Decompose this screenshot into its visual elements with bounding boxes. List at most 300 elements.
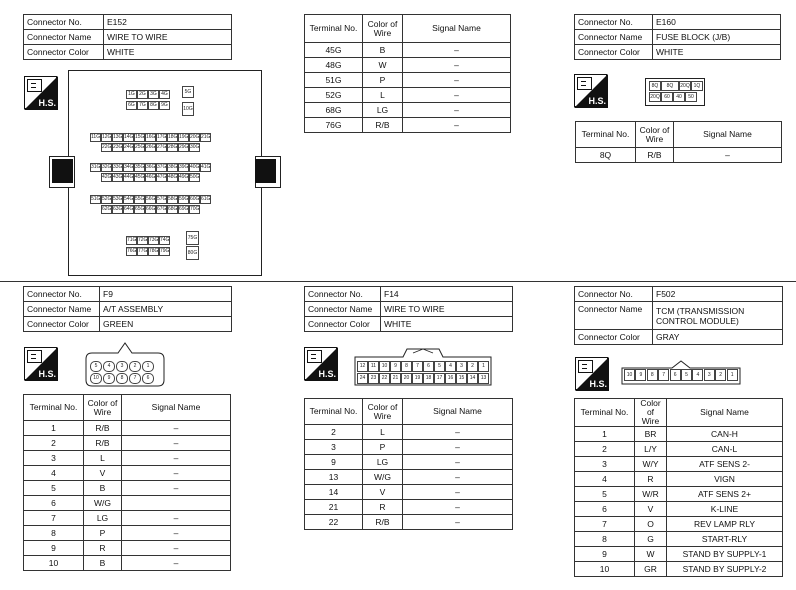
f9-terminal-table	[23, 394, 231, 571]
connector-name-label: Connector Name	[305, 302, 381, 317]
connector-name-value: A/T ASSEMBLY	[100, 302, 232, 317]
terminal-no-cell: 48G	[305, 58, 363, 73]
connector-pin: 35G	[135, 164, 145, 170]
f502-connector-info	[574, 286, 783, 345]
connector-pin: 27G	[157, 144, 167, 150]
table-row	[24, 541, 231, 556]
connector-pin: 40	[673, 92, 685, 102]
connector-name-label: Connector Name	[24, 30, 104, 45]
signal-name-cell: –	[674, 148, 782, 163]
wire-color-cell: V	[635, 502, 667, 517]
connector-pin: 51G	[91, 196, 101, 202]
connector-pin: 14	[467, 373, 478, 384]
signal-name-cell: K-LINE	[667, 502, 783, 517]
wire-color-cell: V	[84, 466, 122, 481]
connector-pin: 2	[129, 361, 141, 372]
connector-pin: 2G	[137, 90, 148, 99]
connector-pin: 5	[90, 361, 102, 372]
wire-color-cell: L	[84, 451, 122, 466]
connector-pin: 8	[647, 369, 658, 381]
signal-name-cell: –	[122, 451, 231, 466]
terminal-no-header: Terminal No.	[305, 399, 363, 425]
connector-pin: 75G	[186, 231, 199, 245]
terminal-no-cell: 9	[24, 541, 84, 556]
signal-name-cell: –	[122, 511, 231, 526]
table-row	[24, 466, 231, 481]
hs-icon: H.S.	[575, 357, 609, 391]
signal-name-cell: –	[122, 421, 231, 436]
connector-pin: 14G	[124, 134, 134, 140]
signal-name-cell: –	[403, 103, 511, 118]
terminal-no-cell: 2	[575, 442, 635, 457]
connector-pin: 24	[357, 373, 368, 384]
f9-connector-info	[23, 286, 232, 332]
connector-pin: 34G	[124, 164, 134, 170]
connector-pin: 16	[445, 373, 456, 384]
signal-name-cell: STAND BY SUPPLY-2	[667, 562, 783, 577]
table-row	[305, 88, 511, 103]
table-row	[305, 455, 513, 470]
connector-pin: 60	[661, 92, 673, 102]
connector-pin: 61G	[201, 196, 211, 202]
terminal-no-cell: 22	[305, 515, 363, 530]
connector-pin: 57G	[157, 196, 167, 202]
connector-pin: 69G	[179, 206, 189, 212]
signal-name-cell: START-RLY	[667, 532, 783, 547]
wire-color-cell: P	[363, 440, 403, 455]
connector-pin: 8	[116, 373, 128, 384]
connector-pin: 6G	[126, 101, 137, 110]
signal-name-cell: STAND BY SUPPLY-1	[667, 547, 783, 562]
connector-pin: 45G	[135, 174, 145, 180]
signal-name-cell: CAN-L	[667, 442, 783, 457]
e152-connector-info	[23, 14, 232, 60]
wire-color-cell: R/B	[84, 421, 122, 436]
connector-pin: 6	[142, 373, 154, 384]
table-row	[575, 532, 783, 547]
connector-pin: 23	[368, 373, 379, 384]
connector-pin: 29G	[179, 144, 189, 150]
signal-name-header: Signal Name	[674, 122, 782, 148]
connector-color-value: WHITE	[104, 45, 232, 60]
connector-no-label: Connector No.	[575, 15, 653, 30]
connector-pin: 60G	[190, 196, 200, 202]
connector-pin: 46G	[146, 174, 156, 180]
signal-name-header: Signal Name	[667, 399, 783, 427]
f14-connector-info	[304, 286, 513, 332]
connector-name-label: Connector Name	[24, 302, 100, 317]
connector-pin: 20G	[190, 134, 200, 140]
connector-pin: 9	[390, 361, 401, 372]
wire-color-cell: B	[363, 43, 403, 58]
connector-pin: 9G	[159, 101, 170, 110]
terminal-no-cell: 10	[24, 556, 84, 571]
connector-pin: 7G	[137, 101, 148, 110]
signal-name-cell: –	[122, 556, 231, 571]
terminal-no-cell: 8	[575, 532, 635, 547]
wire-color-cell: W	[635, 547, 667, 562]
wire-color-cell: R/B	[84, 436, 122, 451]
connector-pin: 50	[685, 92, 697, 102]
signal-name-cell: –	[122, 466, 231, 481]
connector-name-value: FUSE BLOCK (J/B)	[653, 30, 781, 45]
connector-pin: 1	[142, 361, 154, 372]
connector-pin: 5G	[182, 86, 194, 98]
connector-pin: 4	[692, 369, 703, 381]
wire-color-cell: W/R	[635, 487, 667, 502]
connector-color-label: Connector Color	[24, 45, 104, 60]
connector-pin: 19G	[179, 134, 189, 140]
table-row	[24, 556, 231, 571]
table-row	[305, 485, 513, 500]
table-row	[575, 442, 783, 457]
terminal-no-cell: 2	[305, 425, 363, 440]
connector-pin: 28G	[168, 144, 178, 150]
signal-name-cell: –	[403, 118, 511, 133]
connector-pin: 52G	[102, 196, 112, 202]
connector-pin: 63G	[113, 206, 123, 212]
signal-name-cell: –	[403, 470, 513, 485]
connector-pin: 22	[379, 373, 390, 384]
table-row	[575, 457, 783, 472]
connector-pin: 18	[423, 373, 434, 384]
table-row	[305, 440, 513, 455]
table-row	[305, 470, 513, 485]
table-row	[575, 562, 783, 577]
connector-pin: 17	[434, 373, 445, 384]
connector-pin: 56G	[146, 196, 156, 202]
hs-icon: H.S.	[24, 76, 58, 110]
connector-pin: 36G	[146, 164, 156, 170]
terminal-no-cell: 1	[24, 421, 84, 436]
signal-name-cell: –	[403, 515, 513, 530]
connector-pin: 10	[90, 373, 102, 384]
connector-pin: 12G	[102, 134, 112, 140]
connector-pin: 20Q	[650, 94, 660, 100]
signal-name-cell: VIGN	[667, 472, 783, 487]
wire-color-cell: B	[84, 481, 122, 496]
connector-pin: 64G	[124, 206, 134, 212]
terminal-no-cell: 5	[24, 481, 84, 496]
signal-name-cell: –	[403, 43, 511, 58]
connector-pin: 20	[401, 373, 412, 384]
table-row	[575, 427, 783, 442]
connector-pin: 5	[681, 369, 692, 381]
wire-color-cell: LG	[363, 455, 403, 470]
connector-pin: 80G	[186, 246, 199, 260]
wire-color-cell: R	[635, 472, 667, 487]
connector-pin: 21G	[201, 134, 211, 140]
connector-pin: 50G	[190, 174, 200, 180]
signal-name-cell: CAN-H	[667, 427, 783, 442]
connector-pin: 44G	[124, 174, 134, 180]
terminal-no-cell: 9	[575, 547, 635, 562]
connector-pin: 16G	[146, 134, 156, 140]
connector-name-value: TCM (TRANSMISSION CONTROL MODULE)	[653, 302, 783, 330]
table-row	[575, 472, 783, 487]
table-row	[305, 73, 511, 88]
connector-pin: 8Q	[661, 81, 679, 91]
wire-color-cell: R/B	[363, 118, 403, 133]
signal-name-cell: REV LAMP RLY	[667, 517, 783, 532]
connector-pin: 3	[704, 369, 715, 381]
terminal-no-cell: 3	[24, 451, 84, 466]
connector-pin: 3	[456, 361, 467, 372]
terminal-no-cell: 4	[575, 472, 635, 487]
connector-pin: 25G	[135, 144, 145, 150]
wire-color-header: Color of Wire	[84, 395, 122, 421]
connector-pin: 33G	[113, 164, 123, 170]
connector-name-label: Connector Name	[575, 302, 653, 330]
connector-pin: 6	[670, 369, 681, 381]
connector-pin: 8G	[148, 101, 159, 110]
connector-pin: 42G	[102, 174, 112, 180]
connector-color-label: Connector Color	[575, 45, 653, 60]
terminal-no-header: Terminal No.	[305, 15, 363, 43]
terminal-no-header: Terminal No.	[575, 399, 635, 427]
wire-color-cell: W	[363, 58, 403, 73]
e160-connector-info	[574, 14, 781, 60]
connector-no-label: Connector No.	[24, 15, 104, 30]
table-row	[575, 517, 783, 532]
connector-pin: 79G	[160, 248, 170, 254]
table-row	[305, 425, 513, 440]
connector-name-label: Connector Name	[575, 30, 653, 45]
terminal-no-cell: 3	[575, 457, 635, 472]
connector-color-value: GRAY	[653, 330, 783, 345]
table-row	[575, 502, 783, 517]
connector-pin: 3G	[148, 90, 159, 99]
table-row	[24, 481, 231, 496]
table-row	[24, 526, 231, 541]
connector-pin: 77G	[138, 248, 148, 254]
terminal-no-cell: 6	[24, 496, 84, 511]
wire-color-cell: BR	[635, 427, 667, 442]
terminal-no-cell: 8Q	[576, 148, 636, 163]
connector-no-value: E152	[104, 15, 232, 30]
connector-pin: 2	[715, 369, 726, 381]
wire-color-header: Color of Wire	[636, 122, 674, 148]
signal-name-cell: ATF SENS 2+	[667, 487, 783, 502]
connector-no-label: Connector No.	[24, 287, 100, 302]
table-row	[305, 58, 511, 73]
connector-pin: 17G	[157, 134, 167, 140]
connector-pin: 55G	[135, 196, 145, 202]
connector-pin: 47G	[157, 174, 167, 180]
wire-color-cell: B	[84, 556, 122, 571]
table-row	[305, 103, 511, 118]
wire-color-cell: R	[84, 541, 122, 556]
connector-pin: 22G	[102, 144, 112, 150]
table-row	[575, 487, 783, 502]
f502-terminal-table	[574, 398, 783, 577]
signal-name-cell: –	[403, 440, 513, 455]
connector-pin: 6	[423, 361, 434, 372]
connector-pin: 11G	[91, 134, 101, 140]
connector-no-value: F9	[100, 287, 232, 302]
terminal-no-cell: 14	[305, 485, 363, 500]
wire-color-cell: W/G	[363, 470, 403, 485]
connector-pin: 68G	[168, 206, 178, 212]
terminal-no-cell: 7	[575, 517, 635, 532]
hs-icon: H.S.	[574, 74, 608, 108]
wire-color-cell: LG	[84, 511, 122, 526]
wire-color-header: Color of Wire	[635, 399, 667, 427]
connector-pin: 10	[379, 361, 390, 372]
table-row	[24, 421, 231, 436]
wire-color-cell: G	[635, 532, 667, 547]
connector-color-label: Connector Color	[305, 317, 381, 332]
connector-pin: 43G	[113, 174, 123, 180]
connector-pin: 48G	[168, 174, 178, 180]
connector-pin: 49G	[179, 174, 189, 180]
connector-pin: 15G	[135, 134, 145, 140]
signal-name-header: Signal Name	[403, 15, 511, 43]
table-row	[575, 547, 783, 562]
connector-color-value: WHITE	[381, 317, 513, 332]
connector-pin: 32G	[102, 164, 112, 170]
signal-name-cell: –	[403, 425, 513, 440]
e152-latch-right-fill	[255, 159, 276, 183]
wire-color-cell: L	[363, 88, 403, 103]
wire-color-cell: P	[84, 526, 122, 541]
connector-pin: 8	[401, 361, 412, 372]
signal-name-cell: –	[403, 58, 511, 73]
connector-pin: 1Q	[691, 81, 703, 91]
connector-pin: 53G	[113, 196, 123, 202]
terminal-no-cell: 51G	[305, 73, 363, 88]
connector-pin: 76G	[127, 248, 137, 254]
connector-pin: 41G	[201, 164, 211, 170]
connector-pin: 12	[357, 361, 368, 372]
signal-name-cell: –	[122, 436, 231, 451]
wire-color-cell: L/Y	[635, 442, 667, 457]
e152-latch-left-fill	[52, 159, 73, 183]
connector-pin: 72G	[138, 237, 148, 243]
terminal-no-cell: 21	[305, 500, 363, 515]
table-row	[24, 496, 231, 511]
wire-color-cell: R/B	[363, 515, 403, 530]
terminal-no-cell: 7	[24, 511, 84, 526]
signal-name-cell: –	[122, 541, 231, 556]
connector-pin: 2	[467, 361, 478, 372]
connector-color-value: WHITE	[653, 45, 781, 60]
signal-name-cell: –	[403, 455, 513, 470]
table-row	[24, 451, 231, 466]
connector-pin: 40G	[190, 164, 200, 170]
terminal-no-cell: 4	[24, 466, 84, 481]
connector-pin: 78G	[149, 248, 159, 254]
connector-pin: 38G	[168, 164, 178, 170]
connector-pin: 1	[727, 369, 738, 381]
connector-pin: 9	[635, 369, 646, 381]
wire-color-cell: W/G	[84, 496, 122, 511]
connector-no-value: E160	[653, 15, 781, 30]
terminal-no-cell: 2	[24, 436, 84, 451]
hs-icon: H.S.	[304, 347, 338, 381]
connector-pin: 4	[445, 361, 456, 372]
wire-color-cell: LG	[363, 103, 403, 118]
signal-name-cell	[122, 496, 231, 511]
table-row	[24, 511, 231, 526]
terminal-no-cell: 3	[305, 440, 363, 455]
connector-pin: 66G	[146, 206, 156, 212]
connector-color-label: Connector Color	[24, 317, 100, 332]
signal-name-cell: –	[403, 88, 511, 103]
terminal-no-cell: 1	[575, 427, 635, 442]
terminal-no-cell: 9	[305, 455, 363, 470]
connector-pin: 15	[456, 373, 467, 384]
wire-color-cell: W/Y	[635, 457, 667, 472]
connector-pin: 1G	[126, 90, 137, 99]
f14-terminal-table	[304, 398, 513, 530]
connector-pin: 7	[658, 369, 669, 381]
connector-pin: 59G	[179, 196, 189, 202]
signal-name-header: Signal Name	[403, 399, 513, 425]
connector-pin: 4	[103, 361, 115, 372]
table-row	[576, 148, 782, 163]
wire-color-header: Color of Wire	[363, 15, 403, 43]
connector-pin: 23G	[113, 144, 123, 150]
connector-pin: 1	[478, 361, 489, 372]
connector-no-label: Connector No.	[305, 287, 381, 302]
signal-name-cell: –	[403, 73, 511, 88]
section-divider	[0, 281, 796, 282]
connector-pin: 24G	[124, 144, 134, 150]
wire-color-cell: P	[363, 73, 403, 88]
connector-pin: 21	[390, 373, 401, 384]
wire-color-cell: V	[363, 485, 403, 500]
connector-pin: 8Q	[649, 81, 661, 91]
connector-pin: 37G	[157, 164, 167, 170]
connector-pin: 7	[412, 361, 423, 372]
signal-name-cell: –	[403, 485, 513, 500]
connector-pin: 3	[116, 361, 128, 372]
terminal-no-cell: 68G	[305, 103, 363, 118]
connector-pin: 31G	[91, 164, 101, 170]
connector-pin: 11	[368, 361, 379, 372]
connector-pin: 10G	[182, 102, 194, 116]
signal-name-cell: –	[403, 500, 513, 515]
connector-pin: 54G	[124, 196, 134, 202]
table-row	[305, 500, 513, 515]
connector-pin: 65G	[135, 206, 145, 212]
signal-name-cell: –	[122, 526, 231, 541]
wire-color-cell: L	[363, 425, 403, 440]
table-row	[305, 118, 511, 133]
connector-pin: 9	[103, 373, 115, 384]
hs-icon: H.S.	[24, 347, 58, 381]
connector-pin: 30G	[190, 144, 200, 150]
connector-no-label: Connector No.	[575, 287, 653, 302]
signal-name-cell: ATF SENS 2-	[667, 457, 783, 472]
connector-no-value: F14	[381, 287, 513, 302]
table-row	[305, 515, 513, 530]
wire-color-cell: R	[363, 500, 403, 515]
connector-pin: 62G	[102, 206, 112, 212]
connector-pin: 70G	[190, 206, 200, 212]
connector-name-value: WIRE TO WIRE	[104, 30, 232, 45]
e160-terminal-table	[575, 121, 782, 163]
connector-pin: 7	[129, 373, 141, 384]
connector-pin: 74G	[160, 237, 170, 243]
connector-pin: 58G	[168, 196, 178, 202]
connector-pin: 19	[412, 373, 423, 384]
connector-pin: 26G	[146, 144, 156, 150]
table-row	[305, 43, 511, 58]
terminal-no-cell: 10	[575, 562, 635, 577]
connector-pin: 10	[624, 369, 635, 381]
